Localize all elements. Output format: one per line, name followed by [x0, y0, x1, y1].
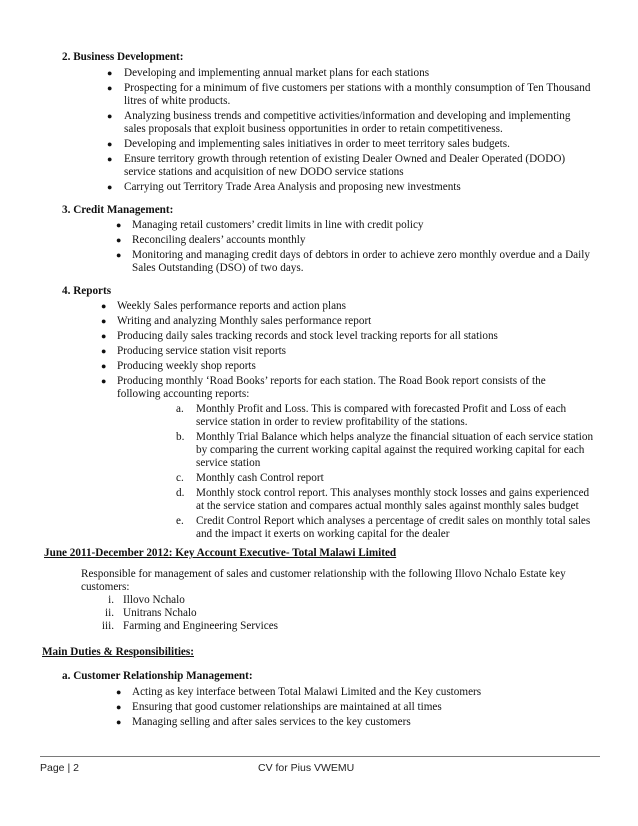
roman-marker: ii. — [104, 607, 114, 619]
list-item: Prospecting for a minimum of five customers per stations with a monthly consumption of Ten Thousand — [124, 82, 591, 94]
list-item-continuation: Sales Outstanding (DSO) of two days. — [132, 262, 304, 274]
section-heading-credit-management: 3. Credit Management: — [62, 204, 174, 216]
job-intro-continuation: customers: — [81, 581, 130, 593]
duties-sub-heading: a. Customer Relationship Management: — [62, 670, 253, 682]
footer-page-number: Page | 2 — [40, 762, 79, 774]
sub-item-marker: b. — [176, 431, 185, 443]
list-item: Managing retail customers’ credit limits in line with credit policy — [132, 219, 424, 231]
footer-rule — [40, 756, 600, 757]
sub-item-marker: c. — [176, 472, 184, 484]
sub-item-continuation: service station in order to review profitability of the stations. — [196, 416, 468, 428]
list-item: Developing and implementing annual market plans for each stations — [124, 67, 430, 79]
list-item: Carrying out Territory Trade Area Analysis and proposing new investments — [124, 181, 461, 193]
bullet-icon: ● — [101, 316, 107, 326]
section-heading-reports: 4. Reports — [62, 285, 112, 297]
bullet-icon: ● — [116, 702, 122, 712]
sub-item-continuation: service station — [196, 457, 261, 469]
list-item: Acting as key interface between Total Malawi Limited and the Key customers — [132, 686, 482, 698]
sub-item-marker: e. — [176, 515, 184, 527]
bullet-icon: ● — [101, 361, 107, 371]
bullet-icon: ● — [107, 68, 113, 78]
sub-item: Monthly Trial Balance which helps analyze the financial situation of each service station — [196, 431, 594, 443]
bullet-icon: ● — [107, 139, 113, 149]
list-item-continuation: sales proposals that exploit business opportunities in order to retain competitiveness. — [124, 123, 503, 135]
list-item: Ensuring that good customer relationships are maintained at all times — [132, 701, 442, 713]
job-intro: Responsible for management of sales and customer relationship with the following Illovo Nchalo Estate key — [81, 568, 566, 580]
sub-item-continuation: and the impact it exerts on working capital for the dealer — [196, 528, 450, 540]
list-item: Producing service station visit reports — [117, 345, 287, 357]
bullet-icon: ● — [116, 250, 122, 260]
duties-heading: Main Duties & Responsibilities: — [42, 646, 194, 658]
bullet-icon: ● — [107, 154, 113, 164]
bullet-icon: ● — [107, 182, 113, 192]
sub-item-continuation: at the service station and compares actual monthly sales against monthly sales budget — [196, 500, 579, 512]
job-title: June 2011-December 2012: Key Account Executive- Total Malawi Limited — [44, 547, 397, 559]
list-item: Producing daily sales tracking records and stock level tracking reports for all stations — [117, 330, 498, 342]
list-item-continuation: following accounting reports: — [117, 388, 250, 400]
list-item: Monitoring and managing credit days of debtors in order to achieve zero monthly overdue and a Daily — [132, 249, 590, 261]
list-item: Writing and analyzing Monthly sales performance report — [117, 315, 372, 327]
footer-document-title: CV for Pius VWEMU — [258, 762, 355, 774]
bullet-icon: ● — [116, 220, 122, 230]
list-item: Producing weekly shop reports — [117, 360, 256, 372]
list-item: Managing selling and after sales services to the key customers — [132, 716, 411, 728]
sub-item-marker: d. — [176, 487, 185, 499]
list-item: Reconciling dealers’ accounts monthly — [132, 234, 306, 246]
bullet-icon: ● — [116, 235, 122, 245]
bullet-icon: ● — [101, 376, 107, 386]
customer-item: Unitrans Nchalo — [123, 607, 197, 619]
bullet-icon: ● — [107, 111, 113, 121]
list-item: Developing and implementing sales initiatives in order to meet territory sales budgets. — [124, 138, 510, 150]
sub-item: Monthly Profit and Loss. This is compared with forecasted Profit and Loss of each — [196, 403, 567, 415]
bullet-icon: ● — [116, 717, 122, 727]
customer-item: Farming and Engineering Services — [123, 620, 279, 632]
sub-item: Credit Control Report which analyses a percentage of credit sales on monthly total sales — [196, 515, 591, 527]
roman-marker: i. — [108, 594, 114, 606]
bullet-icon: ● — [101, 301, 107, 311]
list-item: Producing monthly ‘Road Books’ reports for each station. The Road Book report consists of the — [117, 375, 546, 387]
sub-item: Monthly cash Control report — [196, 472, 324, 484]
list-item: Analyzing business trends and competitive activities/information and developing and implementing — [124, 110, 571, 122]
list-item-continuation: litres of white products. — [124, 95, 231, 107]
list-item: Ensure territory growth through retention of existing Dealer Owned and Dealer Operated (DODO) — [124, 153, 566, 165]
list-item-continuation: service stations and acquisition of new DODO service stations — [124, 166, 404, 178]
bullet-icon: ● — [101, 331, 107, 341]
roman-marker: iii. — [101, 620, 114, 632]
bullet-icon: ● — [116, 687, 122, 697]
section-heading-business-development: 2. Business Development: — [62, 51, 184, 63]
list-item: Weekly Sales performance reports and action plans — [117, 300, 346, 312]
sub-item-continuation: by comparing the current working capital against the required working capital for each — [196, 444, 585, 456]
bullet-icon: ● — [101, 346, 107, 356]
sub-item: Monthly stock control report. This analyses monthly stock losses and gains experienced — [196, 487, 590, 499]
sub-item-marker: a. — [176, 403, 184, 415]
bullet-icon: ● — [107, 83, 113, 93]
customer-item: Illovo Nchalo — [123, 594, 185, 606]
